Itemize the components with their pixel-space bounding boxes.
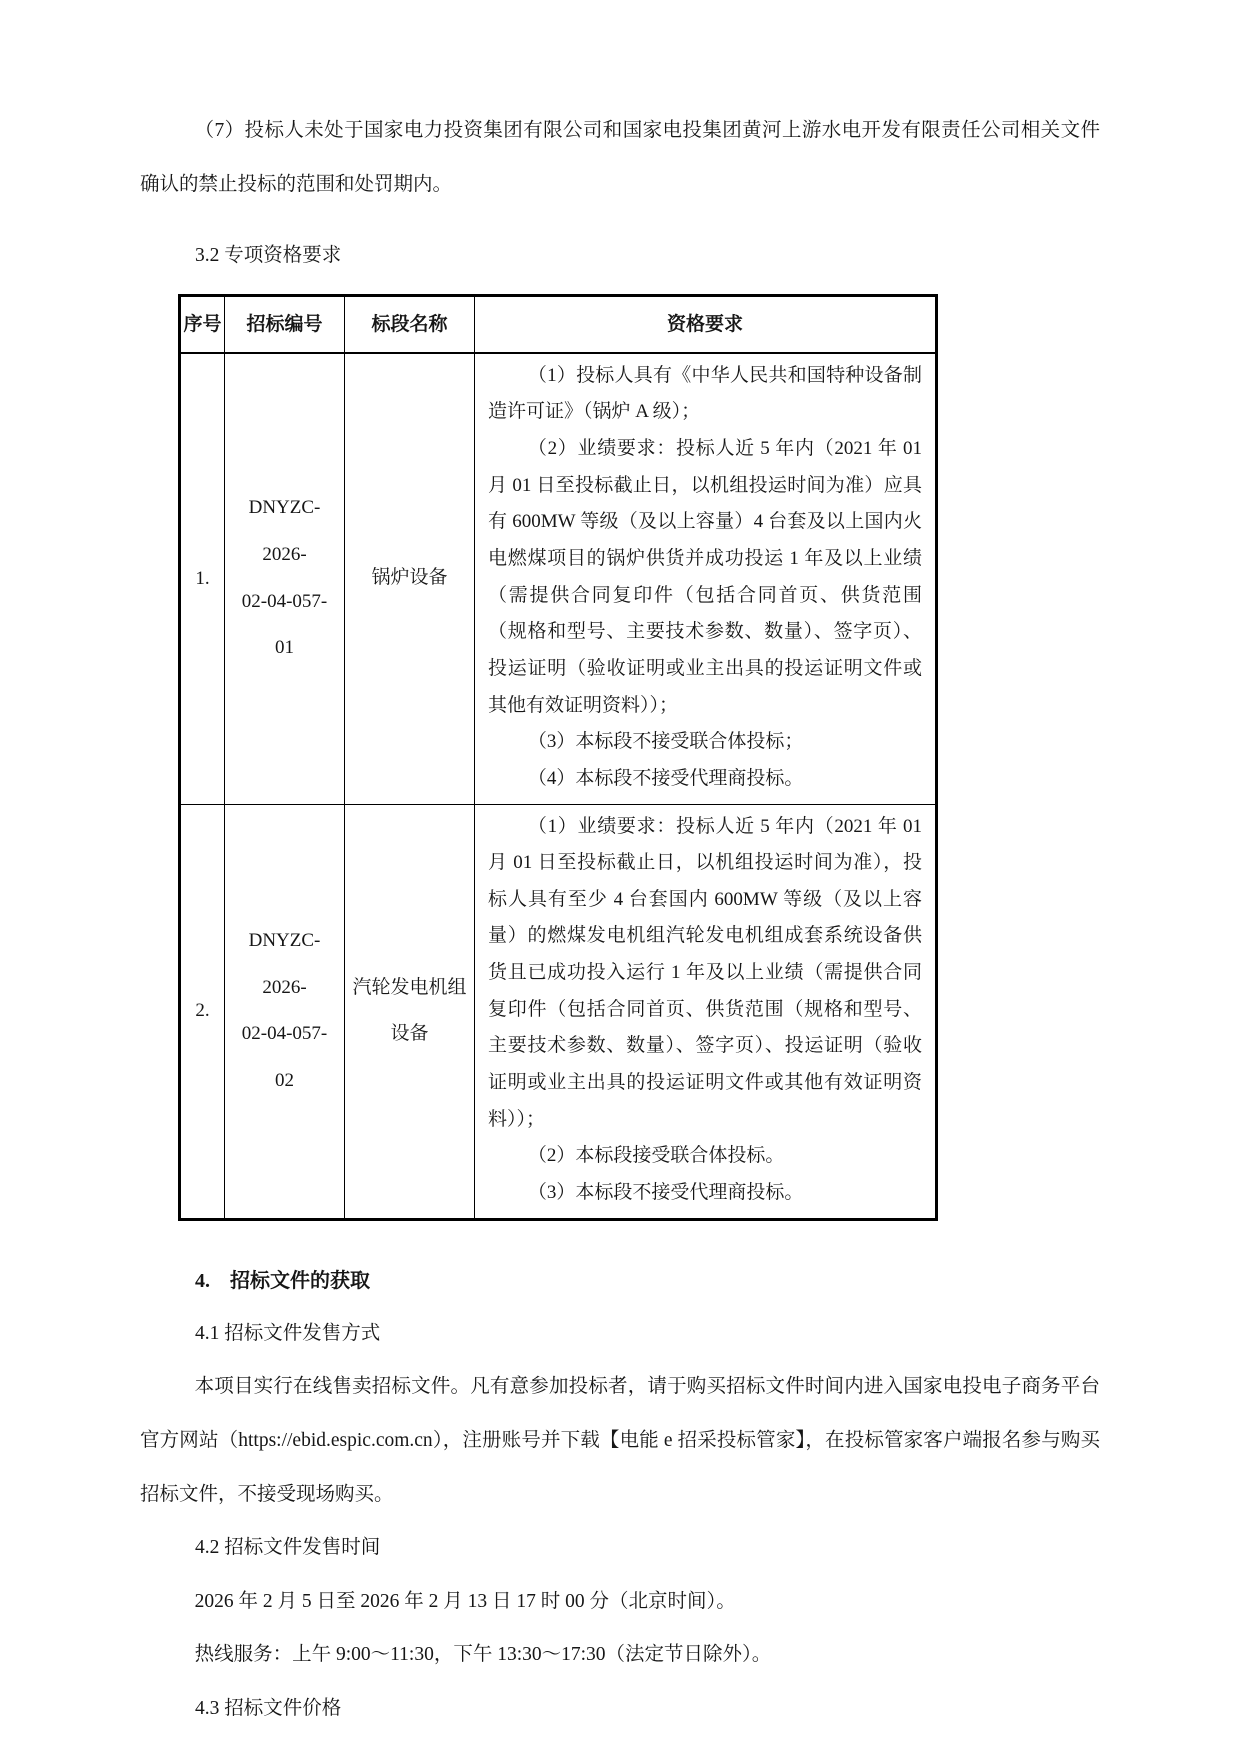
table-row-turbine-generator: [180, 804, 937, 1219]
serial-number-cell: 1.: [180, 353, 225, 804]
header-serial-number: 序号: [180, 296, 225, 353]
section-3-2-heading: 3.2 专项资格要求: [195, 245, 342, 267]
section-4-number: 4.: [195, 1269, 210, 1292]
section-4-1-heading: 4.1 招标文件发售方式: [195, 1322, 381, 1344]
tender-number-cell: [225, 353, 345, 804]
section-4-heading: [195, 1255, 1100, 1307]
requirement-item: （2）本标段接受联合体投标。: [527, 1145, 785, 1167]
section-4-1-body: 本项目实行在线售卖招标文件。凡有意参加投标者，请于购买招标文件时间内进入国家电投电子商务平台官方网站（https://ebid.espic.com.cn），注册账号并下载【电能 e 招采投标管家】，在投标管家客户端报名参与购买招标文件，不接受现场购买。: [140, 1376, 1100, 1505]
table-row-boiler: [180, 353, 937, 804]
requirement-item: （3）本标段不接受代理商投标。: [527, 1182, 804, 1204]
section-name-cell: 汽轮发电机组设备: [345, 804, 475, 1219]
paragraph-item-7: （7）投标人未处于国家电力投资集团有限公司和国家电投集团黄河上游水电开发有限责任公司相关文件确认的禁止投标的范围和处罚期内。: [140, 120, 1100, 195]
header-tender-number: 招标编号: [225, 296, 345, 353]
tender-number-line: 02-04-057-: [241, 590, 328, 612]
requirement-item: （1）业绩要求：投标人近 5 年内（2021 年 01 月 01 日至投标截止日，以机组投运时间为准），投标人具有至少 4 台套国内 600MW 等级（及以上容量）的燃煤发电机组汽轮发电机组成套系统设备供货且已成功投入运行 1 年及以上业绩（需提供合同复印件（包括合同首页、供货范围（规格和型号、主要技术参数、数量）、签字页）、投运证明（验收证明或业主出具的投运证明文件或其他有效证明资料））；: [488, 815, 922, 1130]
tender-number-line: 02-04-057-: [241, 1023, 328, 1045]
requirement-item: （3）本标段不接受联合体投标；: [527, 731, 804, 753]
tender-number-cell: [225, 804, 345, 1219]
header-section-name: 标段名称: [345, 296, 475, 353]
qualification-requirements-cell: [475, 804, 937, 1219]
requirement-item: （2）业绩要求：投标人近 5 年内（2021 年 01 月 01 日至投标截止日，以机组投运时间为准）应具有 600MW 等级（及以上容量）4 台套及以上国内火电燃煤项目的锅炉供货并成功投运 1 年及以上业绩（需提供合同复印件（包括合同首页、供货范围（规格和型号、主要技术参数、数量）、签字页）、投运证明（验收证明或业主出具的投运证明文件或其他有效证明资料））；: [488, 437, 922, 716]
hotline-service-text: 热线服务：上午 9:00～11:30，下午 13:30～17:30（法定节日除外）。: [194, 1644, 772, 1666]
section-4-2-heading: 4.2 招标文件发售时间: [195, 1537, 381, 1559]
requirement-item: （1）投标人具有《中华人民共和国特种设备制造许可证》（锅炉 A 级）；: [488, 364, 922, 423]
tender-number-line: 02: [275, 1069, 294, 1091]
section-name-cell: 锅炉设备: [345, 353, 475, 804]
requirement-item: （4）本标段不接受代理商投标。: [527, 767, 804, 789]
table-header-row: [180, 296, 937, 353]
qualification-requirements-cell: [475, 353, 937, 804]
sale-time-text: 2026 年 2 月 5 日至 2026 年 2 月 13 日 17 时 00 分（北京时间）。: [194, 1590, 736, 1612]
tender-number-line: 01: [275, 637, 294, 659]
section-4-title: 招标文件的获取: [230, 1269, 370, 1292]
tender-number-line: DNYZC-2026-: [248, 497, 321, 566]
serial-number-cell: 2.: [180, 804, 225, 1219]
qualification-requirements-table: [178, 294, 938, 1221]
section-4-3-heading: 4.3 招标文件价格: [195, 1698, 342, 1720]
tender-number-line: DNYZC-2026-: [248, 930, 321, 998]
header-qualification-requirements: 资格要求: [475, 296, 937, 353]
